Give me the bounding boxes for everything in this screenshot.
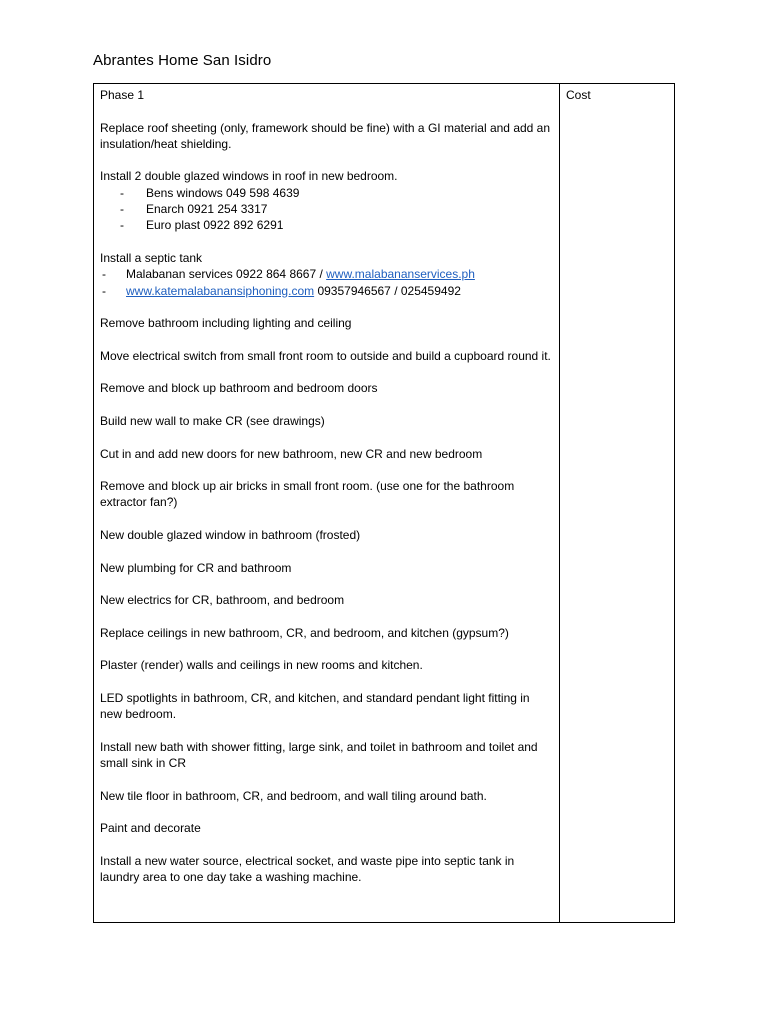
task-item: Remove and block up bathroom and bedroom doors xyxy=(100,381,378,396)
bullet-dash: - xyxy=(102,283,106,298)
septic-contact-list xyxy=(100,266,553,299)
bullet-dash: - xyxy=(102,267,106,282)
task-windows: Install 2 double glazed windows in roof in new bedroom. xyxy=(100,169,398,184)
list-item: - Malabanan services 0922 864 8667 / www.malabananservices.ph xyxy=(102,267,475,282)
malabanan-link[interactable]: www.malabananservices.ph xyxy=(326,267,475,282)
bullet-dash: - xyxy=(120,202,124,217)
task-item: Replace ceilings in new bathroom, CR, and bedroom, and kitchen (gypsum?) xyxy=(100,625,509,640)
works-table xyxy=(93,83,675,923)
bullet-dash: - xyxy=(120,185,124,200)
list-item: - Euro plast 0922 892 6291 xyxy=(120,218,284,233)
task-item: Plaster (render) walls and ceilings in new rooms and kitchen. xyxy=(100,658,423,673)
task-item: New plumbing for CR and bathroom xyxy=(100,560,292,575)
list-item: - Enarch 0921 254 3317 xyxy=(120,202,268,217)
task-item: Move electrical switch from small front room to outside and build a cupboard round it. xyxy=(100,348,551,363)
cost-column xyxy=(560,84,674,922)
bullet-dash: - xyxy=(120,218,124,233)
task-item: Remove and block up air bricks in small front room. (use one for the bathroom extractor fan?) xyxy=(100,479,515,510)
task-septic: Install a septic tank xyxy=(100,250,203,265)
task-item: LED spotlights in bathroom, CR, and kitchen, and standard pendant light fitting in new bedroom. xyxy=(100,690,530,722)
task-item: Remove bathroom including lighting and ceiling xyxy=(100,316,352,331)
task-column xyxy=(94,84,560,922)
task-item: New electrics for CR, bathroom, and bedroom xyxy=(100,593,345,608)
task-item: Cut in and add new doors for new bathroom, new CR and new bedroom xyxy=(100,446,483,461)
task-item: Install a new water source, electrical socket, and waste pipe into septic tank in laundry area to one day take a washing machine. xyxy=(100,853,515,885)
phase-heading: Phase 1 xyxy=(100,88,145,102)
task-roof: Replace roof sheeting (only, framework should be fine) with a GI material and add an insulation/heat shielding. xyxy=(100,120,551,151)
katemalabanan-link[interactable]: www.katemalabanansiphoning.com xyxy=(126,283,315,298)
task-item: Paint and decorate xyxy=(100,821,201,836)
cost-heading: Cost xyxy=(566,88,591,102)
task-item: New double glazed window in bathroom (frosted) xyxy=(100,528,361,543)
list-item: - www.katemalabanansiphoning.com 09357946567 / 025459492 xyxy=(102,283,461,298)
window-supplier-list xyxy=(100,185,553,234)
task-item: New tile floor in bathroom, CR, and bedroom, and wall tiling around bath. xyxy=(100,788,487,803)
task-item: Build new wall to make CR (see drawings) xyxy=(100,413,325,428)
task-item: Install new bath with shower fitting, large sink, and toilet in bathroom and toilet and small sink in CR xyxy=(100,739,538,771)
list-item: - Bens windows 049 598 4639 xyxy=(120,185,300,200)
page-title: Abrantes Home San Isidro xyxy=(93,52,272,69)
